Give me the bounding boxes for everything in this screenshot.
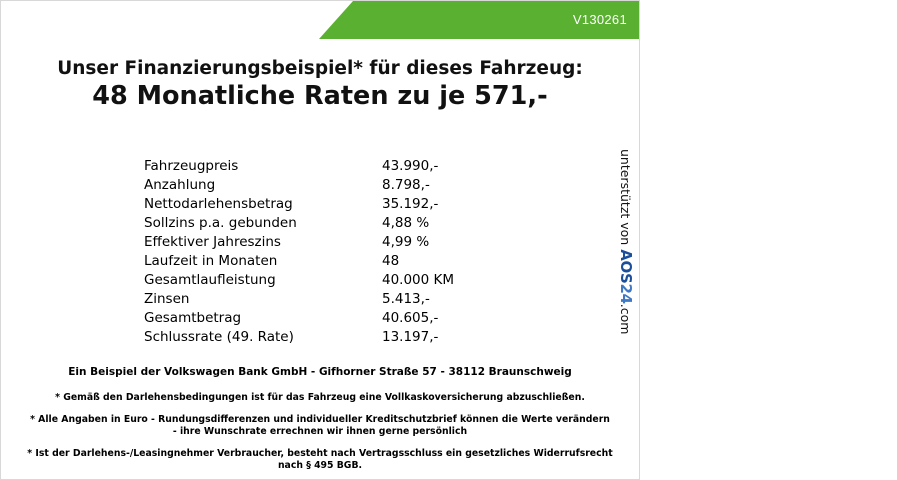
footnote-item: * Gemäß den Darlehensbedingungen ist für das Fahrzeug eine Vollkaskoversicherung abzuschließen. <box>55 392 585 403</box>
table-row <box>144 214 504 233</box>
footnote-item: * Ist der Darlehens-/Leasingnehmer Verbraucher, besteht nach Vertragsschluss ein gesetzliches Widerrufsrecht nach § 495 BGB. <box>27 447 613 471</box>
row-value: 40.605,- <box>382 310 439 326</box>
page-subtitle: 48 Monatliche Raten zu je 571,- <box>92 81 548 111</box>
row-value: 5.413,- <box>382 291 430 307</box>
table-row <box>144 176 504 195</box>
row-label: Nettodarlehensbetrag <box>144 196 293 212</box>
finance-table <box>144 157 504 347</box>
footnotes <box>1 392 639 473</box>
row-value: 40.000 KM <box>382 272 455 288</box>
brand-name-left: FESER <box>743 10 809 31</box>
row-value: 4,99 % <box>382 234 430 250</box>
document-header <box>1 1 897 39</box>
row-value: 13.197,- <box>382 329 439 345</box>
row-label: Laufzeit in Monaten <box>144 253 278 269</box>
aos-logo-text: AOS <box>617 249 635 284</box>
row-value: 4,88 % <box>382 215 430 231</box>
row-label: Anzahlung <box>144 177 216 193</box>
table-row <box>144 271 504 290</box>
aos-logo-number: 24 <box>617 283 635 304</box>
page-title: Unser Finanzierungsbeispiel* für dieses Fahrzeug: <box>57 58 583 79</box>
row-label: Zinsen <box>144 291 190 307</box>
vehicle-id: V130261 <box>572 12 627 27</box>
footnote-item: * Alle Angaben in Euro - Rundungsdifferenzen und individueller Kreditschutzbrief können die Werte verändern - ihre Wunschrate errechnen wir ihnen gerne persönlich <box>30 413 610 437</box>
row-label: Schlussrate (49. Rate) <box>144 329 294 345</box>
brand-name-right: GRAF <box>840 10 897 31</box>
clover-icon <box>816 12 834 30</box>
bank-disclaimer: Ein Beispiel der Volkswagen Bank GmbH - Gifhorner Straße 57 - 38112 Braunschweig <box>68 366 572 378</box>
row-label: Gesamtlaufleistung <box>144 272 276 288</box>
sponsor-prefix: unterstützt von <box>618 149 633 250</box>
table-row <box>144 290 504 309</box>
table-row <box>144 328 504 347</box>
header-green-banner <box>353 1 897 39</box>
sponsor-suffix: .com <box>618 303 633 335</box>
table-row <box>144 195 504 214</box>
row-value: 8.798,- <box>382 177 430 193</box>
table-row <box>144 233 504 252</box>
table-row <box>144 157 504 176</box>
table-row <box>144 309 504 328</box>
table-row <box>144 252 504 271</box>
row-label: Gesamtbetrag <box>144 310 242 326</box>
row-value: 43.990,- <box>382 158 439 174</box>
row-label: Sollzins p.a. gebunden <box>144 215 297 231</box>
brand-logo <box>743 10 897 32</box>
aos-logo <box>617 249 635 304</box>
row-value: 35.192,- <box>382 196 439 212</box>
sponsor-note <box>613 149 635 335</box>
row-label: Fahrzeugpreis <box>144 158 239 174</box>
sponsor-note-text <box>617 149 635 334</box>
row-value: 48 <box>382 253 400 269</box>
row-label: Effektiver Jahreszins <box>144 234 281 250</box>
